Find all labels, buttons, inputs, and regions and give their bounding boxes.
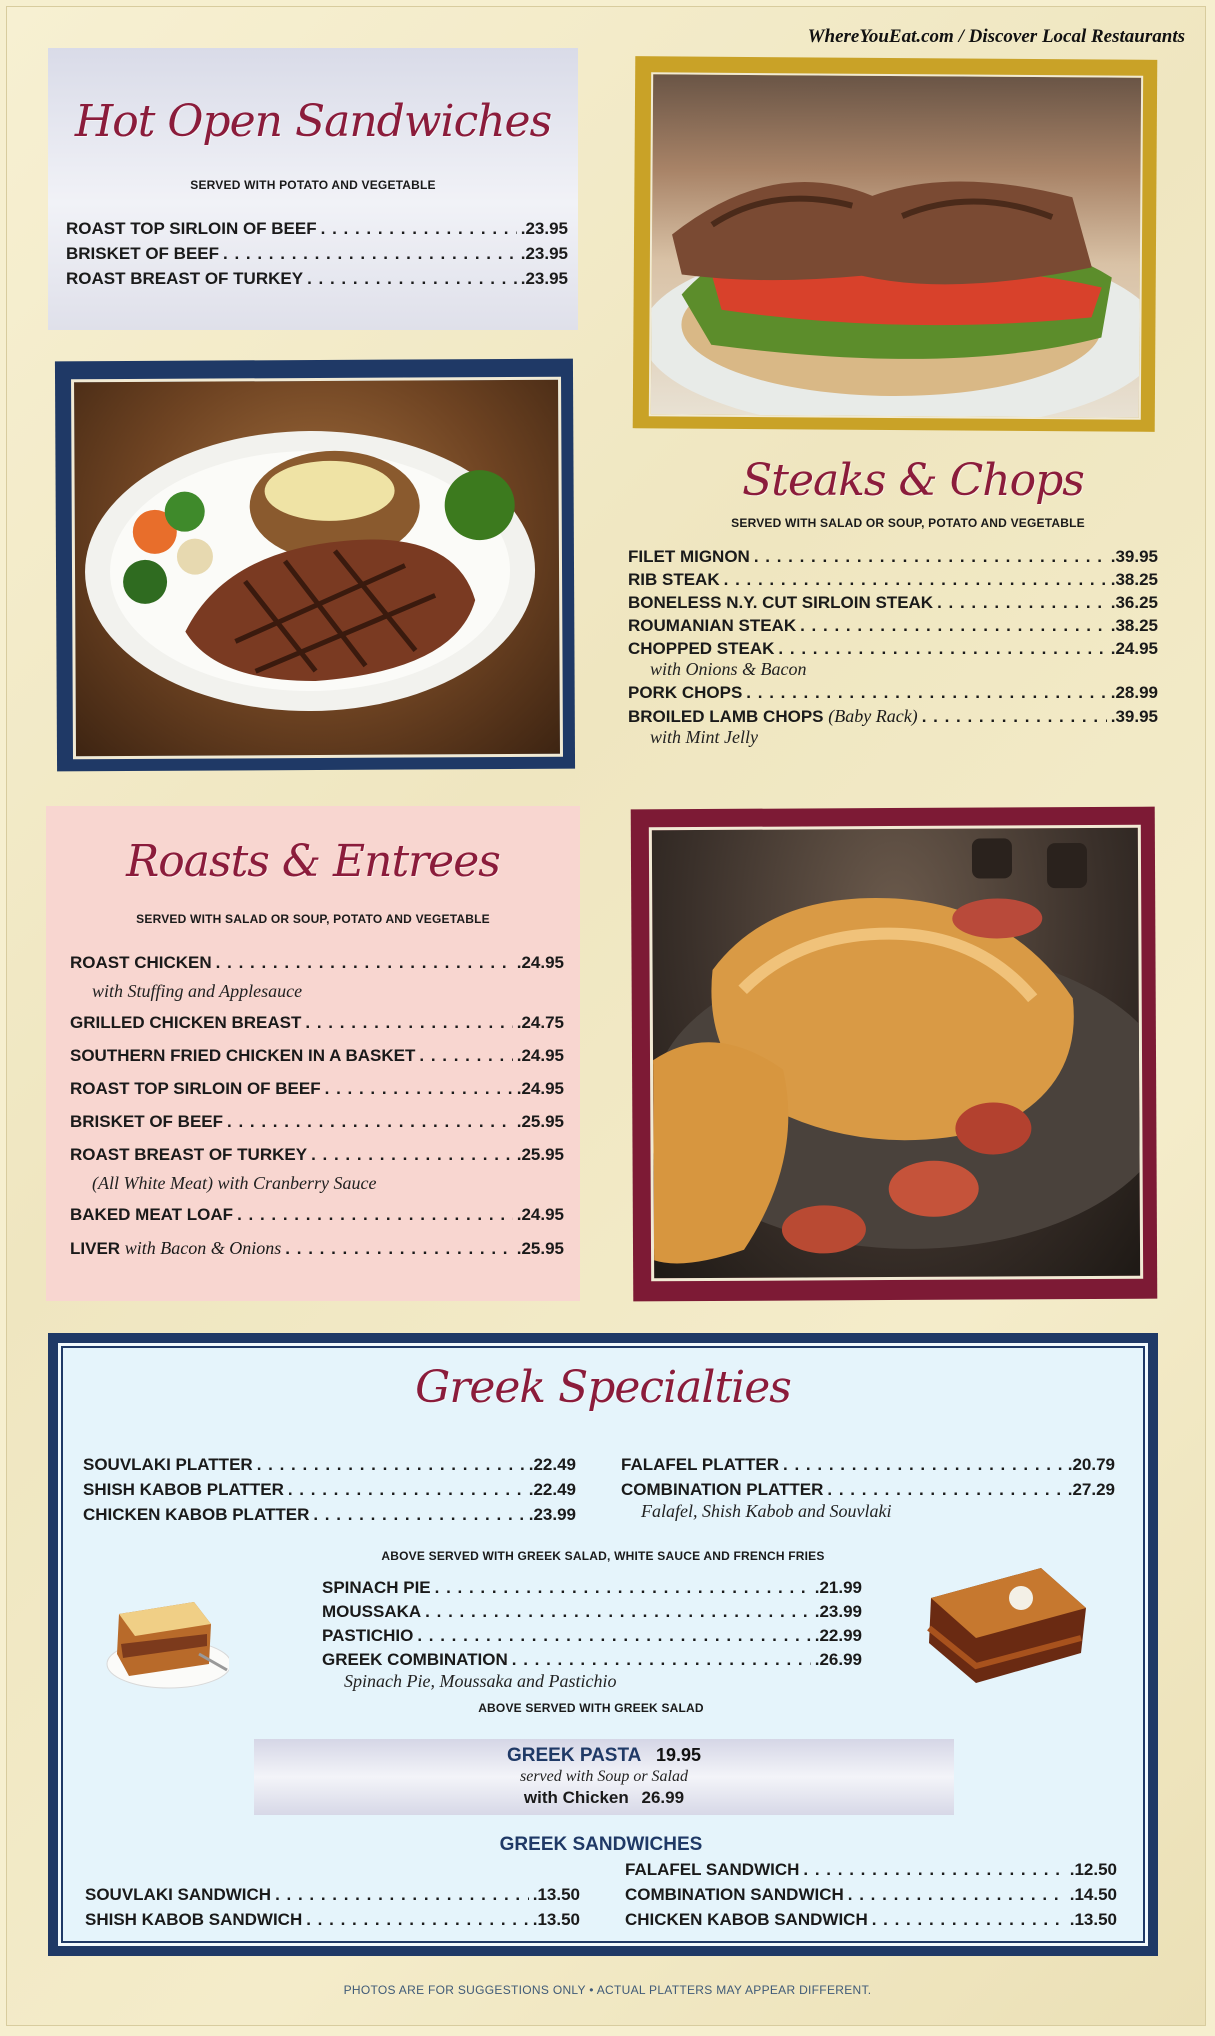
item-note: (All White Meat) with Cranberry Sauce bbox=[92, 1173, 377, 1193]
menu-item: ROAST TOP SIRLOIN OF BEEF . . . .23.95 bbox=[66, 220, 568, 237]
menu-item: ROAST TOP SIRLOIN OF BEEF . . . .24.95 bbox=[70, 1080, 564, 1097]
site-watermark: WhereYouEat.com / Discover Local Restaurants bbox=[807, 26, 1185, 47]
moussaka-photo bbox=[921, 1558, 1091, 1688]
menu-item: COMBINATION SANDWICH . . . .14.50 bbox=[625, 1886, 1117, 1903]
item-note: Falafel, Shish Kabob and Souvlaki bbox=[641, 1501, 892, 1521]
served-note: ABOVE SERVED WITH GREEK SALAD bbox=[478, 1701, 704, 1715]
served-note: ABOVE SERVED WITH GREEK SALAD, WHITE SAUCE AND FRENCH FRIES bbox=[381, 1549, 825, 1563]
section-title: Roasts & Entrees bbox=[126, 836, 500, 887]
served-note: SERVED WITH POTATO AND VEGETABLE bbox=[190, 178, 436, 192]
menu-item: ROUMANIAN STEAK . . . .38.25 bbox=[628, 617, 1158, 634]
greek-pasta-note: served with Soup or Salad bbox=[520, 1768, 688, 1785]
menu-item: BAKED MEAT LOAF . . . .24.95 bbox=[70, 1206, 564, 1223]
menu-item: SOUVLAKI SANDWICH . . . .13.50 bbox=[85, 1886, 580, 1903]
greek-sandwiches-title: GREEK SANDWICHES bbox=[499, 1834, 703, 1855]
menu-item: RIB STEAK . . . .38.25 bbox=[628, 571, 1158, 588]
roast-chicken-photo bbox=[631, 807, 1158, 1302]
section-title: Greek Specialties bbox=[415, 1362, 791, 1413]
roasts-entrees-panel bbox=[46, 806, 580, 1301]
menu-item: ROAST BREAST OF TURKEY . . . .23.95 bbox=[66, 270, 568, 287]
greek-pasta-chicken-label: with Chicken bbox=[523, 1788, 629, 1807]
menu-item: SOUVLAKI PLATTER . . . .22.49 bbox=[83, 1456, 576, 1473]
item-note: with Onions & Bacon bbox=[650, 659, 807, 679]
menu-item: SPINACH PIE . . . .21.99 bbox=[322, 1579, 862, 1596]
item-note: Spinach Pie, Moussaka and Pastichio bbox=[344, 1671, 617, 1691]
greek-pasta-label: GREEK PASTA bbox=[506, 1745, 641, 1766]
greek-pasta-price: 19.95 bbox=[655, 1745, 702, 1765]
menu-item: BONELESS N.Y. CUT SIRLOIN STEAK . . . .36.25 bbox=[628, 594, 1158, 611]
sandwich-photo bbox=[633, 56, 1158, 432]
menu-item: CHICKEN KABOB SANDWICH . . . .13.50 bbox=[625, 1911, 1117, 1928]
item-note: with Stuffing and Applesauce bbox=[92, 981, 303, 1001]
menu-item: BROILED LAMB CHOPS (Baby Rack) . . . .39.95 bbox=[628, 707, 1158, 725]
menu-item: PORK CHOPS . . . .28.99 bbox=[628, 684, 1158, 701]
steak-plate-photo bbox=[55, 359, 575, 772]
greek-pasta-chicken-price: 26.99 bbox=[641, 1788, 685, 1807]
greek-inner bbox=[58, 1343, 1148, 1946]
menu-item: FALAFEL SANDWICH . . . .12.50 bbox=[625, 1861, 1117, 1878]
menu-item: BRISKET OF BEEF . . . .23.95 bbox=[66, 245, 568, 262]
section-title: Steaks & Chops bbox=[742, 455, 1084, 506]
hot-open-sandwiches-panel bbox=[48, 48, 578, 330]
menu-item: LIVER with Bacon & Onions . . . .25.95 bbox=[70, 1239, 564, 1257]
menu-item: CHOPPED STEAK . . . .24.95 bbox=[628, 640, 1158, 657]
served-note: SERVED WITH SALAD OR SOUP, POTATO AND VEGETABLE bbox=[136, 912, 490, 926]
menu-item: SHISH KABOB SANDWICH . . . .13.50 bbox=[85, 1911, 580, 1928]
menu-item: BRISKET OF BEEF . . . .25.95 bbox=[70, 1113, 564, 1130]
greek-specialties-panel bbox=[48, 1333, 1158, 1956]
pastichio-photo bbox=[99, 1584, 229, 1694]
menu-item: FILET MIGNON . . . .39.95 bbox=[628, 548, 1158, 565]
menu-item: FALAFEL PLATTER . . . .20.79 bbox=[621, 1456, 1115, 1473]
menu-item: GREEK COMBINATION . . . .26.99 bbox=[322, 1651, 862, 1668]
menu-item: GRILLED CHICKEN BREAST . . . .24.75 bbox=[70, 1014, 564, 1031]
menu-item: COMBINATION PLATTER . . . .27.29 bbox=[621, 1481, 1115, 1498]
menu-item: CHICKEN KABOB PLATTER . . . .23.99 bbox=[83, 1506, 576, 1523]
menu-item: SHISH KABOB PLATTER . . . .22.49 bbox=[83, 1481, 576, 1498]
photo-disclaimer: PHOTOS ARE FOR SUGGESTIONS ONLY • ACTUAL PLATTERS MAY APPEAR DIFFERENT. bbox=[343, 1983, 872, 1997]
served-note: SERVED WITH SALAD OR SOUP, POTATO AND VEGETABLE bbox=[731, 516, 1085, 530]
menu-item: ROAST CHICKEN . . . .24.95 bbox=[70, 954, 564, 971]
section-title: Hot Open Sandwiches bbox=[74, 96, 552, 147]
menu-item: MOUSSAKA . . . .23.99 bbox=[322, 1603, 862, 1620]
steaks-chops-section bbox=[628, 455, 1158, 748]
greek-pasta-band bbox=[254, 1739, 954, 1815]
menu-item: SOUTHERN FRIED CHICKEN IN A BASKET . . . .24.95 bbox=[70, 1047, 564, 1064]
menu-item: PASTICHIO . . . .22.99 bbox=[322, 1627, 862, 1644]
item-note: with Mint Jelly bbox=[650, 727, 758, 747]
menu-item: ROAST BREAST OF TURKEY . . . .25.95 bbox=[70, 1146, 564, 1163]
